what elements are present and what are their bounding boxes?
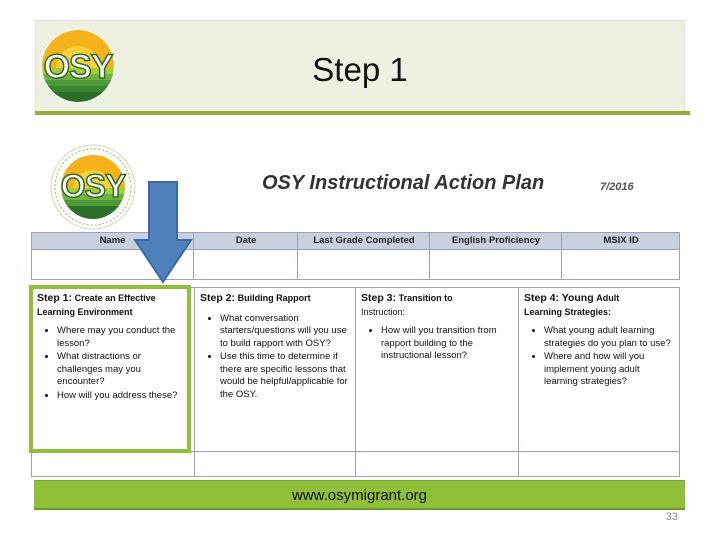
step-1-label: Step 1: (37, 292, 73, 304)
osy-logo-document (50, 144, 136, 230)
step-3-title-b: Instruction: (361, 306, 406, 317)
list-item: • How will you address these? (57, 390, 187, 403)
list-item: • Use this time to determine if there are specific lessons that would be helpful/applicable for the OSY. (220, 351, 350, 401)
step-4 (524, 292, 674, 390)
step-1-highlight (29, 285, 191, 453)
down-arrow-icon (133, 180, 193, 284)
step-2-list (200, 313, 350, 402)
info-cell-grade (297, 233, 429, 279)
slide-title: Step 1 (312, 51, 408, 88)
step-2-title-a: Building Rapport (237, 293, 311, 303)
header-divider (35, 111, 690, 115)
list-item: • What conversation starters/questions will you use to build rapport with OSY? (220, 313, 350, 351)
logo-wordmark: OSY (43, 48, 113, 86)
osy-logo-header (40, 28, 116, 104)
slide-header (35, 20, 685, 112)
step-4-title-a: Adult (596, 293, 620, 303)
step-4-label: Step 4: Young (524, 292, 594, 304)
document-date: 7/2016 (600, 181, 634, 193)
step-3 (361, 292, 513, 364)
step-2 (200, 292, 350, 402)
logo-wordmark-document: OSY (60, 168, 126, 204)
step-1-title-a: Create an Effective (74, 293, 156, 303)
step-3-label: Step 3: (361, 292, 397, 304)
list-item: • What young adult learning strategies do you plan to use? (544, 325, 674, 350)
info-header-english: English Proficiency (451, 235, 541, 246)
info-cell-date (193, 233, 297, 279)
footer-link[interactable]: www.osymigrant.org (291, 487, 428, 504)
footer-bar (34, 480, 685, 510)
list-item: • What distractions or challenges may you encounter? (57, 351, 187, 389)
step-3-list (361, 325, 513, 363)
page-number: 33 (665, 511, 678, 523)
list-item: • Where and how will you implement young adult learning strategies? (544, 351, 674, 389)
list-item: • Where may you conduct the lesson? (57, 325, 187, 350)
list-item: • How will you transition from rapport building to the instructional lesson? (381, 325, 513, 363)
info-header-date: Date (235, 235, 257, 246)
step-3-title-a: Transition to (398, 293, 453, 303)
info-header-name: Name (99, 235, 126, 246)
document-title: OSY Instructional Action Plan (262, 172, 545, 194)
step-4-title-b: Learning Strategies: (524, 306, 612, 317)
info-cell-english (429, 233, 561, 279)
step-1-title-b: Learning Environment (37, 306, 133, 317)
info-table (31, 232, 680, 280)
step-2-label: Step 2: (200, 292, 236, 304)
info-header-grade: Last Grade Completed (313, 235, 415, 246)
info-cell-msix (561, 233, 679, 279)
step-4-list (524, 325, 674, 389)
info-header-msix: MSIX ID (603, 235, 639, 246)
